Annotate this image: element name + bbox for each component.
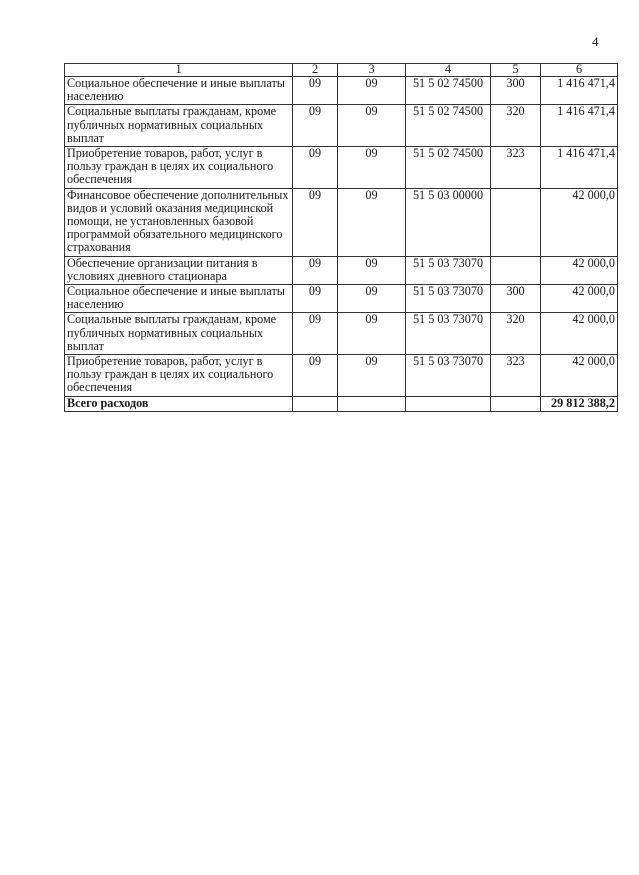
column-header: 6 xyxy=(541,64,618,77)
target-article-cell: 51 5 03 00000 xyxy=(406,188,491,256)
total-amount: 29 812 388,2 xyxy=(541,396,618,411)
target-article-cell: 51 5 02 74500 xyxy=(406,77,491,105)
expense-type-cell: 323 xyxy=(491,147,541,189)
subsection-code-cell: 09 xyxy=(338,147,406,189)
column-header: 3 xyxy=(338,64,406,77)
subsection-code-cell: 09 xyxy=(338,256,406,284)
subsection-code-cell: 09 xyxy=(338,285,406,313)
expense-type-cell: 320 xyxy=(491,105,541,147)
section-code-cell: 09 xyxy=(293,77,338,105)
subsection-code-cell: 09 xyxy=(338,188,406,256)
page-number: 4 xyxy=(592,34,599,49)
column-header: 2 xyxy=(293,64,338,77)
table-row xyxy=(65,77,618,105)
empty-cell xyxy=(293,396,338,411)
table-row xyxy=(65,188,618,256)
expense-type-cell xyxy=(491,256,541,284)
total-row xyxy=(65,396,618,411)
expense-name-cell: Обеспечение организации питания в условиях дневного стационара xyxy=(65,256,293,284)
table-row xyxy=(65,313,618,355)
section-code-cell: 09 xyxy=(293,285,338,313)
target-article-cell: 51 5 03 73070 xyxy=(406,256,491,284)
target-article-cell: 51 5 03 73070 xyxy=(406,313,491,355)
expense-name-cell: Финансовое обеспечение дополнительных видов и условий оказания медицинской помощи, не установленных базовой программой обязательного медицинского страхования xyxy=(65,188,293,256)
section-code-cell: 09 xyxy=(293,147,338,189)
amount-cell: 42 000,0 xyxy=(541,355,618,397)
empty-cell xyxy=(491,396,541,411)
table-row xyxy=(65,147,618,189)
expense-name-cell: Приобретение товаров, работ, услуг в пользу граждан в целях их социального обеспечения xyxy=(65,355,293,397)
expense-type-cell xyxy=(491,188,541,256)
expense-name-cell: Социальное обеспечение и иные выплаты населению xyxy=(65,285,293,313)
expense-name-cell: Социальные выплаты гражданам, кроме публичных нормативных социальных выплат xyxy=(65,313,293,355)
target-article-cell: 51 5 03 73070 xyxy=(406,285,491,313)
section-code-cell: 09 xyxy=(293,105,338,147)
section-code-cell: 09 xyxy=(293,313,338,355)
section-code-cell: 09 xyxy=(293,256,338,284)
table-row xyxy=(65,105,618,147)
column-header: 4 xyxy=(406,64,491,77)
amount-cell: 1 416 471,4 xyxy=(541,147,618,189)
target-article-cell: 51 5 02 74500 xyxy=(406,147,491,189)
amount-cell: 1 416 471,4 xyxy=(541,105,618,147)
subsection-code-cell: 09 xyxy=(338,313,406,355)
target-article-cell: 51 5 02 74500 xyxy=(406,105,491,147)
empty-cell xyxy=(338,396,406,411)
amount-cell: 42 000,0 xyxy=(541,313,618,355)
amount-cell: 42 000,0 xyxy=(541,256,618,284)
expense-type-cell: 300 xyxy=(491,77,541,105)
section-code-cell: 09 xyxy=(293,188,338,256)
subsection-code-cell: 09 xyxy=(338,355,406,397)
expense-type-cell: 323 xyxy=(491,355,541,397)
expense-name-cell: Социальные выплаты гражданам, кроме публичных нормативных социальных выплат xyxy=(65,105,293,147)
amount-cell: 1 416 471,4 xyxy=(541,77,618,105)
amount-cell: 42 000,0 xyxy=(541,188,618,256)
amount-cell: 42 000,0 xyxy=(541,285,618,313)
expense-name-cell: Приобретение товаров, работ, услуг в пользу граждан в целях их социального обеспечения xyxy=(65,147,293,189)
table-row xyxy=(65,355,618,397)
budget-table xyxy=(64,63,618,412)
expense-type-cell: 300 xyxy=(491,285,541,313)
subsection-code-cell: 09 xyxy=(338,105,406,147)
section-code-cell: 09 xyxy=(293,355,338,397)
target-article-cell: 51 5 03 73070 xyxy=(406,355,491,397)
total-label: Всего расходов xyxy=(65,396,293,411)
table-row xyxy=(65,256,618,284)
column-header: 5 xyxy=(491,64,541,77)
table-header-row xyxy=(65,64,618,77)
column-header: 1 xyxy=(65,64,293,77)
empty-cell xyxy=(406,396,491,411)
table-row xyxy=(65,285,618,313)
expense-name-cell: Социальное обеспечение и иные выплаты населению xyxy=(65,77,293,105)
subsection-code-cell: 09 xyxy=(338,77,406,105)
expense-type-cell: 320 xyxy=(491,313,541,355)
